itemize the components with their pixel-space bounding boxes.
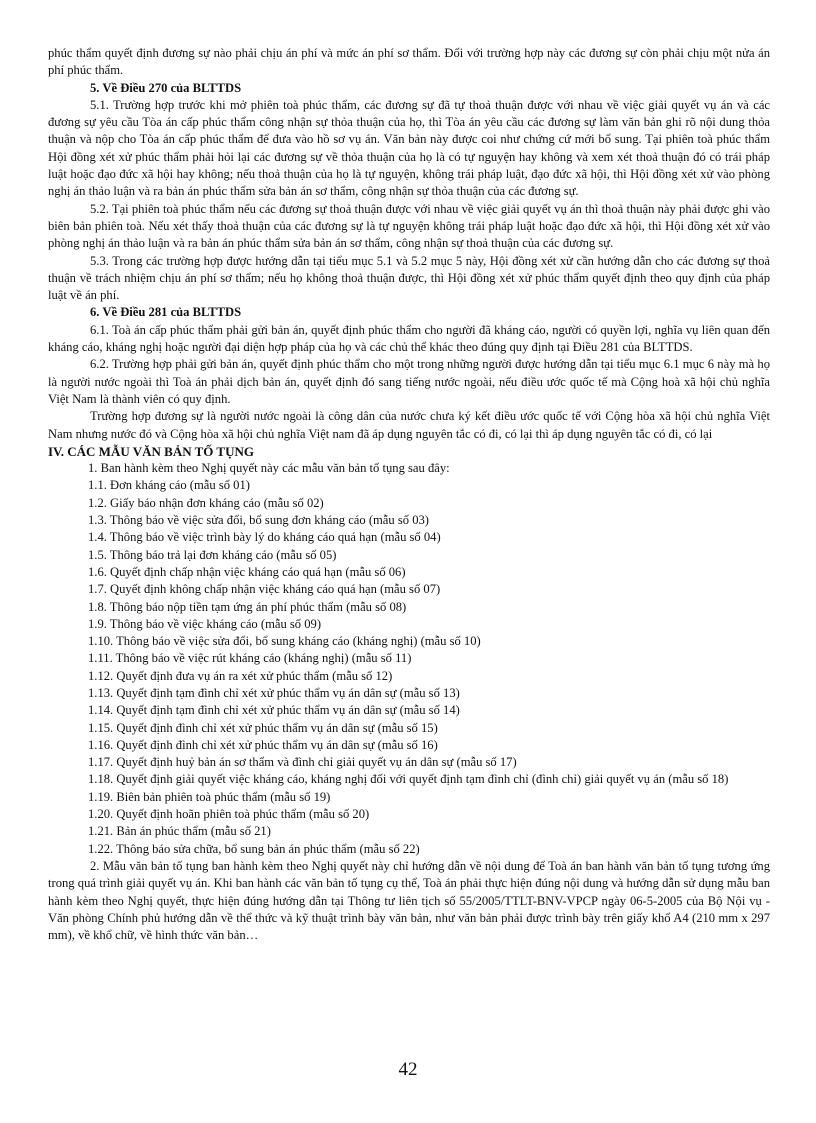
paragraph-5-1: 5.1. Trường hợp trước khi mở phiên toà phúc thẩm, các đương sự đã tự thoả thuận được với nhau về việc giải quyết vụ án và các đương sự yêu cầu Tòa án cấp phúc thẩm công nhận sự thỏa thuận của họ, thì Tòa án yêu cầu các đương sự làm văn bản ghi rõ nội dung thỏa thuận và nộp cho Tòa án cấp phúc thẩm để đưa vào hồ sơ vụ án. Văn bản này được coi như chứng cứ mới bổ sung. Tại phiên toà phúc thẩm Hội đồng xét xử phúc thẩm phải hỏi lại các đương sự về thỏa thuận của họ là có tự nguyện hay không và xem xét thoả thuận đó có trái pháp luật hoặc đạo đức xã hội hay không; nếu thoả thuận của họ là tự nguyện, không trái pháp luật, đạo đức xã hội, thì Hội đồng xét xử vào phòng nghị án thảo luận và ra bản án phúc thẩm sửa bản án sơ thẩm, công nhận sự thỏa thuận của các đương sự.: [48, 97, 770, 199]
list-item: 1.5. Thông báo trả lại đơn kháng cáo (mẫu số 05): [88, 547, 337, 562]
list-item: 1.20. Quyết định hoãn phiên toà phúc thẩm (mẫu số 20): [88, 807, 370, 822]
list-item: 1.9. Thông báo về việc kháng cáo (mẫu số 09): [88, 616, 322, 631]
list-item: 1.18. Quyết định giải quyết việc kháng cáo, kháng nghị đối với quyết định tạm đình chỉ (đình chỉ) giải quyết vụ án (mẫu số 18): [88, 772, 729, 787]
page-number: 42: [398, 1059, 418, 1080]
paragraph-5-3: 5.3. Trong các trường hợp được hướng dẫn tại tiểu mục 5.1 và 5.2 mục 5 này, Hội đồng xét xử cần hướng dẫn cho các đương sự thoả thuận về trách nhiệm chịu án phí sơ thẩm; nếu họ không thoả thuận được, thì Hội đồng xét xử phúc thẩm quyết định theo quy định của pháp luật về án phí.: [48, 253, 770, 303]
list-item: 1.11. Thông báo về việc rút kháng cáo (kháng nghị) (mẫu số 11): [88, 651, 412, 666]
paragraph-6-2: 6.2. Trường hợp phải gửi bản án, quyết định phúc thẩm cho một trong những người được hướng dẫn tại tiểu mục 6.1 mục 6 này mà họ là người nước ngoài thì Toà án phải dịch bản án, quyết định đó sang tiếng nước ngoài, nếu điều ước quốc tế mà Cộng hoà xã hội chủ nghĩa Việt Nam là thành viên có quy định.: [48, 357, 770, 406]
section-5-heading: 5. Về Điều 270 của BLTTDS: [90, 80, 242, 95]
list-item: 1.19. Biên bản phiên toà phúc thẩm (mẫu số 19): [88, 789, 331, 804]
paragraph-5-2: 5.2. Tại phiên toà phúc thẩm nếu các đương sự thoả thuận được với nhau về việc giải quyết vụ án thì thoả thuận này phải được ghi vào biên bản phiên toà. Nếu xét thấy thoả thuận của các đương sự là tự nguyện không trái pháp luật hoặc đạo đức xã hội, thì Hội đồng xét xử vào phòng nghị án thảo luận và ra bản án phúc thẩm sửa bản án sơ thẩm, công nhận sự thoả thuận của các đương sự.: [48, 201, 770, 251]
section-iv-intro: 1. Ban hành kèm theo Nghị quyết này các mẫu văn bản tố tụng sau đây:: [88, 461, 450, 476]
paragraph-6-3: Trường hợp đương sự là người nước ngoài là công dân của nước chưa ký kết điều ước quốc tế với Cộng hòa xã hội chủ nghĩa Việt Nam nhưng nước đó và Cộng hòa xã hội chủ nghĩa Việt nam đã áp dụng nguyên tắc có đi, có lại thì áp dụng nguyên tắc có đi, có lại: [48, 409, 770, 441]
document-page: [48, 45, 770, 944]
list-item: 1.4. Thông báo về việc trình bày lý do kháng cáo quá hạn (mẫu số 04): [88, 530, 441, 545]
list-item: 1.22. Thông báo sửa chữa, bổ sung bản án phúc thẩm (mẫu số 22): [88, 841, 420, 856]
list-item: 1.15. Quyết định đình chỉ xét xử phúc thẩm vụ án dân sự (mẫu số 15): [88, 720, 438, 735]
list-item: 1.13. Quyết định tạm đình chỉ xét xử phúc thẩm vụ án dân sự (mẫu số 13): [88, 685, 460, 700]
list-item: 1.6. Quyết định chấp nhận việc kháng cáo quá hạn (mẫu số 06): [88, 564, 406, 579]
list-item: 1.14. Quyết định tạm đình chỉ xét xử phúc thẩm vụ án dân sự (mẫu số 14): [88, 703, 460, 718]
section-6-heading: 6. Về Điều 281 của BLTTDS: [90, 305, 242, 320]
paragraph-6-1: 6.1. Toà án cấp phúc thẩm phải gửi bản án, quyết định phúc thẩm cho người đã kháng cáo, người có quyền lợi, nghĩa vụ liên quan đến kháng cáo, kháng nghị hoặc người đại diện hợp pháp của họ và các chủ thể khác theo đúng quy định tại Điều 281 của BLTTDS.: [48, 322, 770, 355]
list-item: 1.8. Thông báo nộp tiền tạm ứng án phí phúc thẩm (mẫu số 08): [88, 599, 407, 614]
list-item: 1.17. Quyết định huỷ bản án sơ thẩm và đình chỉ giải quyết vụ án dân sự (mẫu số 17): [88, 755, 517, 770]
list-item: 1.2. Giấy báo nhận đơn kháng cáo (mẫu số 02): [88, 495, 324, 510]
intro-paragraph: phúc thẩm quyết định đương sự nào phải chịu án phí và mức án phí sơ thẩm. Đối với trường hợp này các đương sự còn phải chịu một nửa án phí phúc thẩm.: [48, 46, 770, 78]
section-iv-paragraph-2: 2. Mẫu văn bản tố tụng ban hành kèm theo Nghị quyết này chỉ hướng dẫn về nội dung để Toà án ban hành văn bản tố tụng tương ứng trong quá trình giải quyết vụ án. Khi ban hành các văn bản tố tụng cụ thể, Toà án phải thực hiện đúng nội dung và hướng dẫn sử dụng mẫu ban hành kèm theo Nghị quyết, thực hiện đúng hướng dẫn tại Thông tư liên tịch số 55/2005/TTLT-BNV-VPCP ngày 06-5-2005 của Bộ Nội vụ - Văn phòng Chính phủ hướng dẫn về thể thức và kỹ thuật trình bày văn bản, như văn bản phải được trình bày trên giấy khổ A4 (210 mm x 297 mm), về khổ chữ, về hình thức văn bản…: [48, 858, 770, 943]
list-item: 1.3. Thông báo về việc sửa đổi, bổ sung đơn kháng cáo (mẫu số 03): [88, 513, 429, 528]
list-item: 1.12. Quyết định đưa vụ án ra xét xử phúc thẩm (mẫu số 12): [88, 668, 393, 683]
list-item: 1.21. Bản án phúc thẩm (mẫu số 21): [88, 824, 271, 839]
section-iv-heading: IV. CÁC MẪU VĂN BẢN TỐ TỤNG: [48, 443, 254, 459]
list-item: 1.7. Quyết định không chấp nhận việc kháng cáo quá hạn (mẫu số 07): [88, 582, 441, 597]
list-item: 1.16. Quyết định đình chỉ xét xử phúc thẩm vụ án dân sự (mẫu số 16): [88, 737, 438, 752]
list-item: 1.10. Thông báo về việc sửa đổi, bổ sung kháng cáo (kháng nghị) (mẫu số 10): [88, 634, 481, 649]
list-item: 1.1. Đơn kháng cáo (mẫu số 01): [88, 478, 250, 493]
